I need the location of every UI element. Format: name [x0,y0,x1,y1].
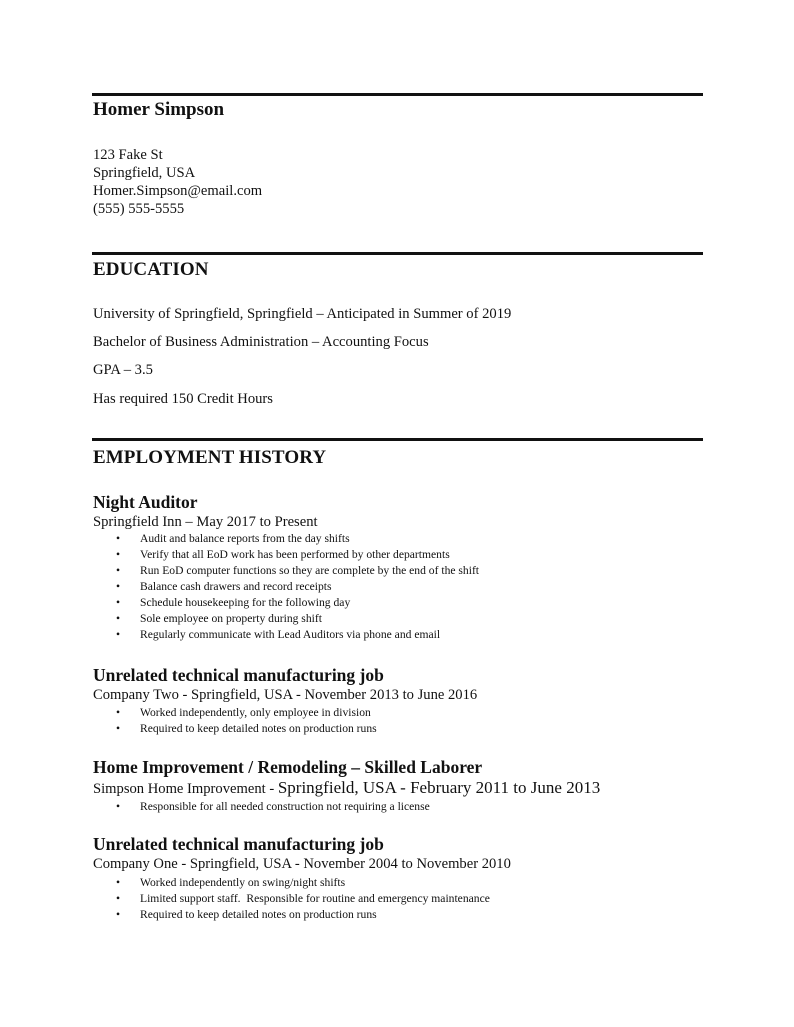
job-title: Unrelated technical manufacturing job [93,834,384,854]
education-school: University of Springfield, Springfield – Anticipated in Summer of 2019 [93,306,512,322]
job-duty: • Limited support staff. Responsible for routine and emergency maintenance [116,891,490,907]
job-subtitle-company: Simpson Home Improvement - [93,781,278,797]
job-duty: • Balance cash drawers and record receipts [116,579,479,595]
phone-number: (555) 555-5555 [93,201,185,217]
education-gpa: GPA – 3.5 [93,362,153,378]
education-degree: Bachelor of Business Administration – Accounting Focus [93,334,429,350]
header-top-rule [92,93,703,96]
employment-rule [92,438,703,441]
education-heading: EDUCATION [93,259,209,280]
job-duty: • Sole employee on property during shift [116,611,479,627]
job-duties-list [116,705,377,737]
job-duty: • Worked independently, only employee in division [116,705,377,721]
job-title: Unrelated technical manufacturing job [93,665,384,685]
address-line-1: 123 Fake St [93,147,163,163]
job-title: Night Auditor [93,492,198,512]
job-subtitle: Company One - Springfield, USA - November 2004 to November 2010 [93,856,511,872]
job-subtitle: Springfield Inn – May 2017 to Present [93,514,318,530]
job-duty: • Worked independently on swing/night shifts [116,875,490,891]
job-duty: • Verify that all EoD work has been performed by other departments [116,547,479,563]
job-duties-list [116,531,479,643]
job-duty: • Regularly communicate with Lead Auditors via phone and email [116,627,479,643]
job-duty: • Audit and balance reports from the day shifts [116,531,479,547]
job-subtitle-location-dates: Springfield, USA - February 2011 to June 2013 [277,778,601,797]
job-duty: • Responsible for all needed construction not requiring a license [116,799,430,815]
job-subtitle [93,778,600,798]
job-duty: • Run EoD computer functions so they are complete by the end of the shift [116,563,479,579]
address-line-2: Springfield, USA [93,165,196,181]
job-duty: • Schedule housekeeping for the following day [116,595,479,611]
employment-heading: EMPLOYMENT HISTORY [93,447,327,468]
job-duties-list [116,799,430,815]
job-duties-list [116,875,490,923]
job-subtitle: Company Two - Springfield, USA - November 2013 to June 2016 [93,687,478,703]
candidate-name: Homer Simpson [93,99,225,120]
email-address: Homer.Simpson@email.com [93,183,263,199]
education-rule [92,252,703,255]
job-duty: • Required to keep detailed notes on production runs [116,721,377,737]
job-duty: • Required to keep detailed notes on production runs [116,907,490,923]
job-title: Home Improvement / Remodeling – Skilled Laborer [93,757,483,777]
education-credit-hours: Has required 150 Credit Hours [93,391,273,407]
